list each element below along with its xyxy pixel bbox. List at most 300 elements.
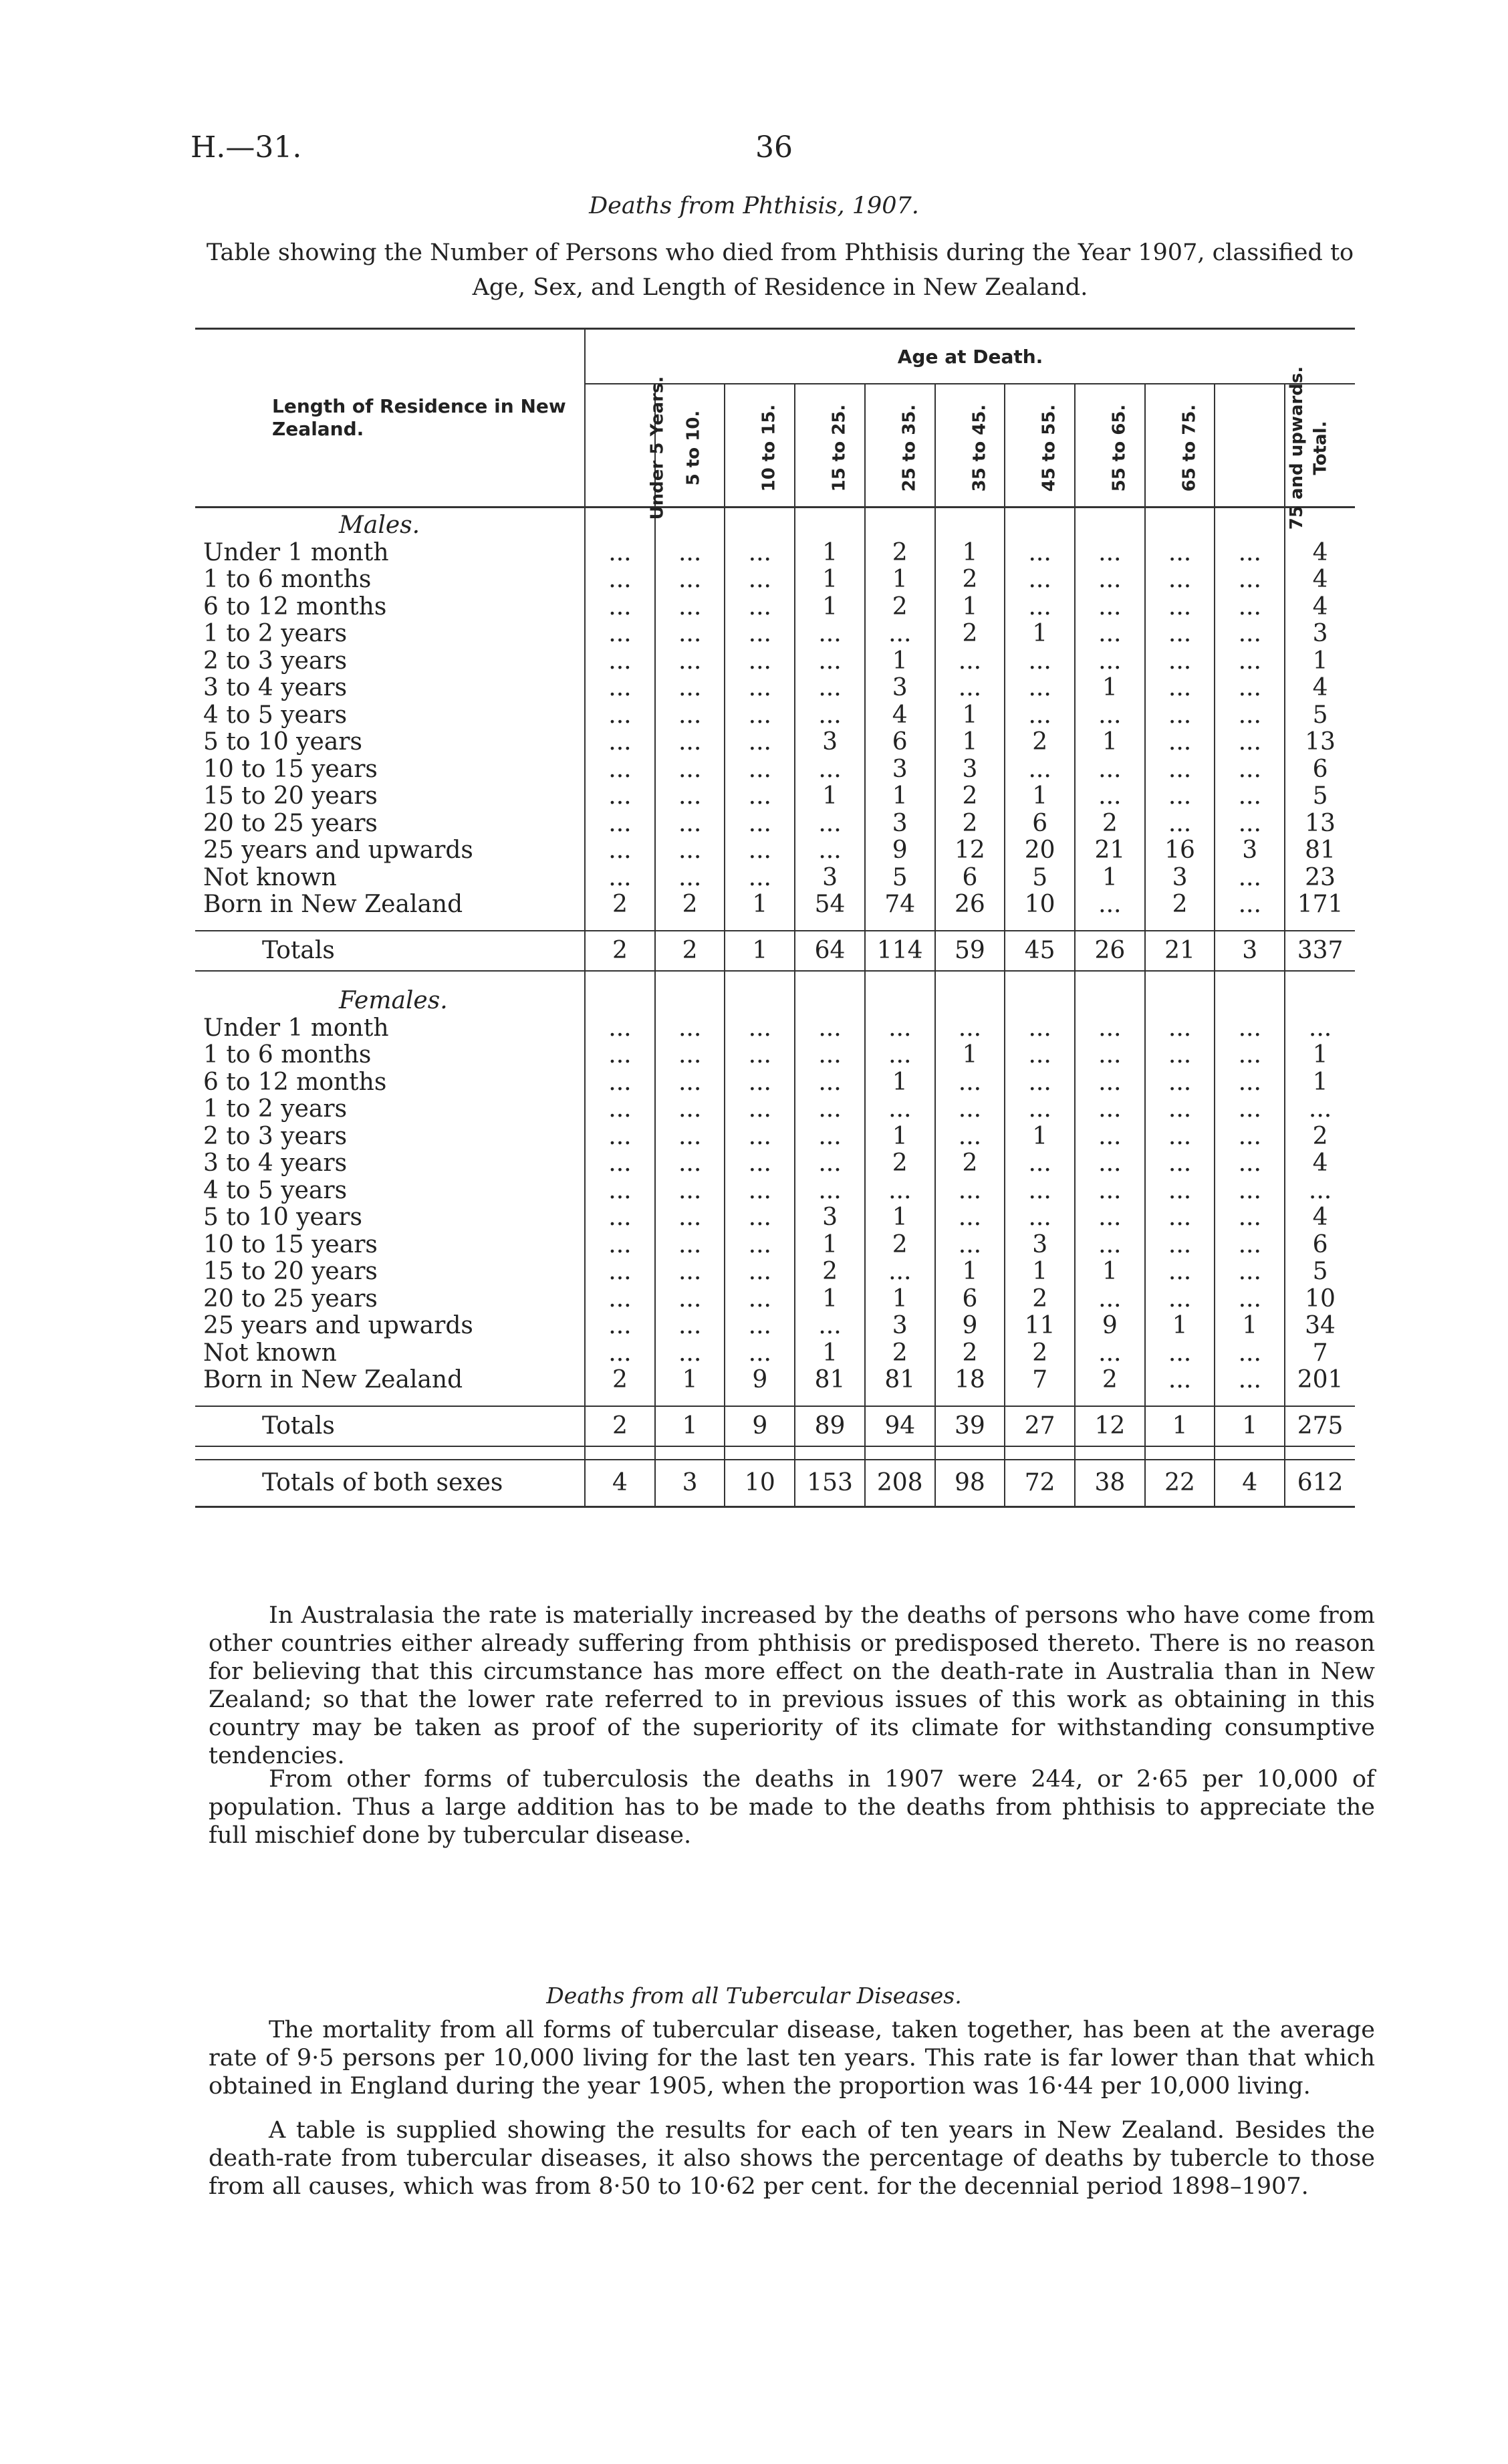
value-cell: ... [725, 1258, 795, 1286]
spacer-cell [1215, 971, 1285, 984]
value-cell: ... [655, 1339, 725, 1367]
value-cell: ... [795, 647, 865, 675]
grand-total-cell: 98 [935, 1460, 1005, 1507]
value-cell: ... [1215, 1367, 1285, 1394]
value-cell: ... [1215, 539, 1285, 566]
value-cell: ... [585, 756, 655, 783]
value-cell: ... [795, 837, 865, 865]
table-row [195, 647, 1355, 675]
value-cell: 2 [935, 1150, 1005, 1178]
value-cell: ... [1075, 1069, 1145, 1096]
value-cell: ... [795, 1177, 865, 1204]
value-cell: ... [865, 1014, 935, 1042]
value-cell: ... [1075, 566, 1145, 594]
total-cell: 2 [585, 931, 655, 971]
spacer-row [195, 971, 1355, 984]
value-cell: ... [725, 675, 795, 702]
total-cell: 59 [935, 931, 1005, 971]
paragraph-australasia [209, 1601, 1375, 1770]
value-cell: 1 [935, 539, 1005, 566]
value-cell: 1 [1285, 1042, 1355, 1069]
spacer-cell [795, 971, 865, 984]
value-cell: ... [1145, 1014, 1215, 1042]
row-label-cell [195, 675, 585, 702]
males-totals-row [195, 931, 1355, 971]
page-number: 36 [755, 130, 793, 164]
value-cell: ... [585, 1313, 655, 1340]
value-cell: ... [1215, 1285, 1285, 1313]
paragraph-text: The mortality from all forms of tubercular disease, taken together, has been at the average rate of 9·5 persons per 10,000 living for the last ten years. This rate is far lower than that which obtained in England during the year 1905, when the proportion was 16·44 per 10,000 living. [209, 2017, 1375, 2100]
value-cell: ... [1005, 647, 1075, 675]
spacer-cell [935, 971, 1005, 984]
row-label-cell [195, 1367, 585, 1394]
value-cell: ... [1145, 1177, 1215, 1204]
section-title-tubercular: Deaths from all Tubercular Diseases. [546, 1983, 962, 2009]
value-cell: ... [725, 593, 795, 621]
value-cell: 1 [795, 593, 865, 621]
total-cell: 27 [1005, 1406, 1075, 1446]
value-cell: 1 [1075, 729, 1145, 756]
value-cell: ... [585, 1069, 655, 1096]
grand-total-cell: 153 [795, 1460, 865, 1507]
spacer-cell [795, 1446, 865, 1460]
table-row [195, 1231, 1355, 1258]
column-header-label: 55 to 65. [1109, 404, 1130, 492]
table-row [195, 566, 1355, 594]
value-cell: ... [1145, 1123, 1215, 1150]
value-cell: ... [1215, 1177, 1285, 1204]
value-cell: ... [655, 1042, 725, 1069]
value-cell: 4 [1285, 1150, 1355, 1178]
total-cell: 9 [725, 1406, 795, 1446]
row-label-cell [195, 1014, 585, 1042]
value-cell: ... [1145, 1069, 1215, 1096]
spacer-cell [1145, 1446, 1215, 1460]
value-cell: ... [655, 1177, 725, 1204]
females-totals-row [195, 1406, 1355, 1446]
value-cell: ... [725, 1096, 795, 1123]
table-row [195, 756, 1355, 783]
value-cell: 26 [935, 891, 1005, 919]
spacer-cell [1075, 1446, 1145, 1460]
total-cell: 45 [1005, 931, 1075, 971]
empty-cell [1285, 984, 1355, 1014]
value-cell: ... [1075, 539, 1145, 566]
value-cell: 2 [1075, 1367, 1145, 1394]
value-cell: 1 [795, 1339, 865, 1367]
value-cell: ... [585, 1258, 655, 1286]
value-cell: ... [1145, 783, 1215, 810]
empty-cell [655, 984, 725, 1014]
value-cell: ... [795, 701, 865, 729]
residence-column-header: Length of Residence in New Zealand. [195, 329, 585, 508]
spacer-cell [655, 918, 725, 931]
value-cell: 3 [1215, 837, 1285, 865]
row-label: 5 to 10 years [203, 728, 362, 756]
value-cell: ... [1145, 593, 1215, 621]
value-cell: 6 [865, 729, 935, 756]
value-cell: 81 [1285, 837, 1355, 865]
value-cell: ... [725, 701, 795, 729]
value-cell: ... [725, 1177, 795, 1204]
total-cell: 26 [1075, 931, 1145, 971]
value-cell: 1 [1145, 1313, 1215, 1340]
value-cell: ... [585, 1339, 655, 1367]
total-cell: 275 [1285, 1406, 1355, 1446]
empty-cell [1005, 984, 1075, 1014]
value-cell: ... [1145, 647, 1215, 675]
value-cell: ... [655, 837, 725, 865]
value-cell: 54 [795, 891, 865, 919]
value-cell: ... [655, 1258, 725, 1286]
spacer-cell [1215, 1446, 1285, 1460]
value-cell: ... [1145, 729, 1215, 756]
row-label-cell [195, 756, 585, 783]
value-cell: ... [725, 1014, 795, 1042]
value-cell: ... [935, 675, 1005, 702]
row-label: Born in New Zealand [203, 1366, 463, 1393]
value-cell: ... [725, 621, 795, 648]
spacer-cell [725, 1446, 795, 1460]
row-label: 6 to 12 months [203, 592, 387, 621]
spacer-row [195, 918, 1355, 931]
value-cell: ... [585, 1042, 655, 1069]
row-label-cell [195, 1177, 585, 1204]
spacer-cell [1215, 918, 1285, 931]
row-label: 15 to 20 years [203, 1258, 378, 1285]
row-label-cell [195, 864, 585, 891]
grand-total-cell: 38 [1075, 1460, 1145, 1507]
table-row [195, 1096, 1355, 1123]
total-cell: 39 [935, 1406, 1005, 1446]
value-cell: 1 [1005, 1258, 1075, 1286]
row-label: Under 1 month [203, 1014, 389, 1042]
value-cell: 5 [1285, 1258, 1355, 1286]
value-cell: 18 [935, 1367, 1005, 1394]
paragraph-table-supplied [209, 2116, 1375, 2201]
value-cell: 2 [935, 566, 1005, 594]
value-cell: 2 [1005, 1285, 1075, 1313]
value-cell: 3 [865, 756, 935, 783]
value-cell: ... [1075, 1150, 1145, 1178]
table-row [195, 539, 1355, 566]
value-cell: ... [585, 621, 655, 648]
value-cell: ... [655, 1069, 725, 1096]
value-cell: ... [585, 1231, 655, 1258]
value-cell: ... [1145, 1367, 1215, 1394]
value-cell: 9 [935, 1313, 1005, 1340]
value-cell: ... [585, 647, 655, 675]
table-row [195, 837, 1355, 865]
empty-cell [725, 984, 795, 1014]
value-cell: 171 [1285, 891, 1355, 919]
value-cell: ... [1145, 675, 1215, 702]
value-cell: 7 [1285, 1339, 1355, 1367]
value-cell: ... [725, 729, 795, 756]
spacer-cell [1005, 918, 1075, 931]
value-cell: 4 [1285, 675, 1355, 702]
value-cell: ... [725, 1339, 795, 1367]
spacer-cell [865, 1393, 935, 1406]
value-cell: ... [655, 539, 725, 566]
value-cell: ... [1215, 1231, 1285, 1258]
value-cell: 16 [1145, 837, 1215, 865]
value-cell: 1 [795, 539, 865, 566]
row-label: 25 years and upwards [203, 836, 473, 864]
value-cell: ... [585, 1204, 655, 1232]
empty-cell [795, 984, 865, 1014]
empty-cell [1215, 984, 1285, 1014]
phthisis-table [195, 328, 1355, 1508]
empty-cell [1075, 508, 1145, 540]
value-cell: ... [1075, 647, 1145, 675]
value-cell: 2 [1005, 729, 1075, 756]
row-label: 6 to 12 months [203, 1068, 387, 1096]
value-cell: ... [1215, 701, 1285, 729]
row-label: 4 to 5 years [203, 701, 348, 729]
value-cell: 1 [795, 1285, 865, 1313]
value-cell: ... [935, 647, 1005, 675]
row-label-cell [195, 593, 585, 621]
value-cell: ... [585, 729, 655, 756]
value-cell: ... [795, 1069, 865, 1096]
spacer-cell [1285, 971, 1355, 984]
total-cell: 1 [1215, 1406, 1285, 1446]
value-cell: ... [1215, 1204, 1285, 1232]
empty-cell [935, 984, 1005, 1014]
value-cell: 1 [1005, 783, 1075, 810]
value-cell: ... [655, 1123, 725, 1150]
row-label-cell [195, 1096, 585, 1123]
value-cell: ... [725, 566, 795, 594]
column-header [1145, 384, 1215, 508]
spacer-cell [1145, 1393, 1215, 1406]
column-header-label: 5 to 10. [683, 410, 704, 486]
value-cell: ... [725, 1150, 795, 1178]
value-cell: ... [1005, 1096, 1075, 1123]
value-cell: ... [585, 675, 655, 702]
value-cell: ... [725, 1069, 795, 1096]
value-cell: ... [725, 837, 795, 865]
value-cell: 5 [1285, 701, 1355, 729]
value-cell: ... [655, 701, 725, 729]
table-row [195, 1339, 1355, 1367]
value-cell: ... [1145, 1231, 1215, 1258]
empty-cell [1075, 984, 1145, 1014]
row-label: 4 to 5 years [203, 1176, 348, 1204]
value-cell: 1 [865, 1069, 935, 1096]
value-cell: 1 [865, 1204, 935, 1232]
value-cell: ... [1075, 1123, 1145, 1150]
value-cell: ... [1145, 1258, 1215, 1286]
grand-total-cell: 208 [865, 1460, 935, 1507]
spacer-row [195, 1446, 1355, 1460]
empty-cell [1005, 508, 1075, 540]
table-row [195, 1285, 1355, 1313]
table-row [195, 891, 1355, 919]
value-cell: ... [655, 1285, 725, 1313]
value-cell: 2 [865, 1231, 935, 1258]
table-row [195, 701, 1355, 729]
report-reference: H.—31. [191, 130, 302, 164]
grand-total-cell: 3 [655, 1460, 725, 1507]
females-section-row [195, 984, 1355, 1014]
value-cell: ... [1005, 756, 1075, 783]
both-sexes-totals-row [195, 1460, 1355, 1507]
row-label: 1 to 2 years [203, 1095, 348, 1123]
spacer-cell [935, 918, 1005, 931]
row-label-cell [195, 1285, 585, 1313]
value-cell: 1 [795, 1231, 865, 1258]
value-cell: 2 [935, 810, 1005, 837]
value-cell: ... [655, 729, 725, 756]
table-row [195, 1204, 1355, 1232]
value-cell: 9 [865, 837, 935, 865]
empty-cell [865, 984, 935, 1014]
total-cell: 94 [865, 1406, 935, 1446]
value-cell: ... [935, 1069, 1005, 1096]
table-row [195, 1014, 1355, 1042]
value-cell: 6 [1285, 1231, 1355, 1258]
column-header-label: 75 and upwards. [1287, 366, 1307, 530]
value-cell: 5 [1285, 783, 1355, 810]
value-cell: 81 [865, 1367, 935, 1394]
column-header [585, 376, 668, 520]
paragraph-other-tuberculosis [209, 1765, 1375, 1850]
value-cell: ... [1005, 539, 1075, 566]
value-cell: 1 [1075, 675, 1145, 702]
row-label-cell [195, 647, 585, 675]
table-row [195, 1258, 1355, 1286]
value-cell: ... [865, 1258, 935, 1286]
spacer-cell [1145, 918, 1215, 931]
value-cell: ... [795, 1123, 865, 1150]
total-cell: 3 [1215, 931, 1285, 971]
row-label-cell [195, 1123, 585, 1150]
value-cell: ... [1145, 810, 1215, 837]
row-label: 20 to 25 years [203, 809, 378, 837]
table-row [195, 729, 1355, 756]
row-label: Not known [203, 863, 337, 891]
value-cell: 2 [865, 1339, 935, 1367]
value-cell: ... [795, 1042, 865, 1069]
spacer-cell [1075, 918, 1145, 931]
paragraph-text: From other forms of tuberculosis the deaths in 1907 were 244, or 2·65 per 10,000 of population. Thus a large addition has to be made to the deaths from phthisis to appreciate the full mischief done by tubercular disease. [209, 1766, 1375, 1849]
value-cell: 3 [795, 1204, 865, 1232]
value-cell: ... [935, 1177, 1005, 1204]
value-cell: 9 [725, 1367, 795, 1394]
value-cell: ... [1215, 1096, 1285, 1123]
row-label: Under 1 month [203, 538, 389, 566]
value-cell: ... [585, 539, 655, 566]
value-cell: 3 [1005, 1231, 1075, 1258]
value-cell: 4 [1285, 1204, 1355, 1232]
value-cell: 6 [1285, 756, 1355, 783]
value-cell: ... [1145, 756, 1215, 783]
column-header [1075, 384, 1145, 508]
value-cell: 1 [1005, 1123, 1075, 1150]
value-cell: ... [1145, 539, 1215, 566]
table-row [195, 1177, 1355, 1204]
row-label-cell [195, 1258, 585, 1286]
total-cell: 2 [585, 1406, 655, 1446]
spacer-cell [1145, 971, 1215, 984]
value-cell: ... [1215, 810, 1285, 837]
value-cell: ... [935, 1204, 1005, 1232]
value-cell: 3 [865, 810, 935, 837]
totals-label: Totals [195, 931, 585, 971]
value-cell: ... [1285, 1014, 1355, 1042]
value-cell: ... [1215, 756, 1285, 783]
row-label-cell [195, 1313, 585, 1340]
value-cell: ... [1215, 1042, 1285, 1069]
value-cell: 3 [935, 756, 1005, 783]
value-cell: 4 [1285, 566, 1355, 594]
value-cell: ... [795, 810, 865, 837]
value-cell: ... [1215, 891, 1285, 919]
value-cell: ... [935, 1096, 1005, 1123]
spacer-cell [585, 1393, 655, 1406]
grand-total-cell: 10 [725, 1460, 795, 1507]
value-cell: ... [585, 783, 655, 810]
column-header-label: Total. [1310, 421, 1331, 475]
total-cell: 337 [1285, 931, 1355, 971]
value-cell: ... [1145, 1096, 1215, 1123]
value-cell: 3 [795, 729, 865, 756]
value-cell: ... [725, 1285, 795, 1313]
value-cell: 1 [935, 1042, 1005, 1069]
value-cell: 9 [1075, 1313, 1145, 1340]
value-cell: 1 [1215, 1313, 1285, 1340]
value-cell: ... [725, 810, 795, 837]
column-header-label: Under 5 Years. [647, 376, 668, 520]
empty-cell [795, 508, 865, 540]
spacer-cell [865, 918, 935, 931]
empty-cell [865, 508, 935, 540]
value-cell: ... [1145, 1285, 1215, 1313]
row-label-cell [195, 1069, 585, 1096]
row-label: 10 to 15 years [203, 755, 378, 783]
total-cell: 89 [795, 1406, 865, 1446]
column-header-label: 10 to 15. [759, 404, 779, 492]
table-row [195, 1313, 1355, 1340]
value-cell: 2 [585, 891, 655, 919]
spacer-cell [655, 1393, 725, 1406]
value-cell: 2 [865, 593, 935, 621]
value-cell: ... [865, 1042, 935, 1069]
value-cell: ... [725, 1204, 795, 1232]
column-header-label: 45 to 55. [1039, 404, 1059, 492]
value-cell: 12 [935, 837, 1005, 865]
column-header-label: 25 to 35. [899, 404, 920, 492]
row-label: 3 to 4 years [203, 1149, 348, 1177]
value-cell: ... [585, 1285, 655, 1313]
spacer-cell [195, 1446, 585, 1460]
value-cell: ... [725, 1231, 795, 1258]
value-cell: ... [1145, 1042, 1215, 1069]
value-cell: 1 [865, 1123, 935, 1150]
value-cell: ... [865, 1177, 935, 1204]
empty-cell [1145, 984, 1215, 1014]
table-row [195, 1123, 1355, 1150]
row-label-cell [195, 539, 585, 566]
value-cell: ... [585, 864, 655, 891]
grand-total-cell: 72 [1005, 1460, 1075, 1507]
row-label-cell [195, 810, 585, 837]
value-cell: ... [1005, 1150, 1075, 1178]
value-cell: ... [795, 756, 865, 783]
value-cell: 23 [1285, 864, 1355, 891]
